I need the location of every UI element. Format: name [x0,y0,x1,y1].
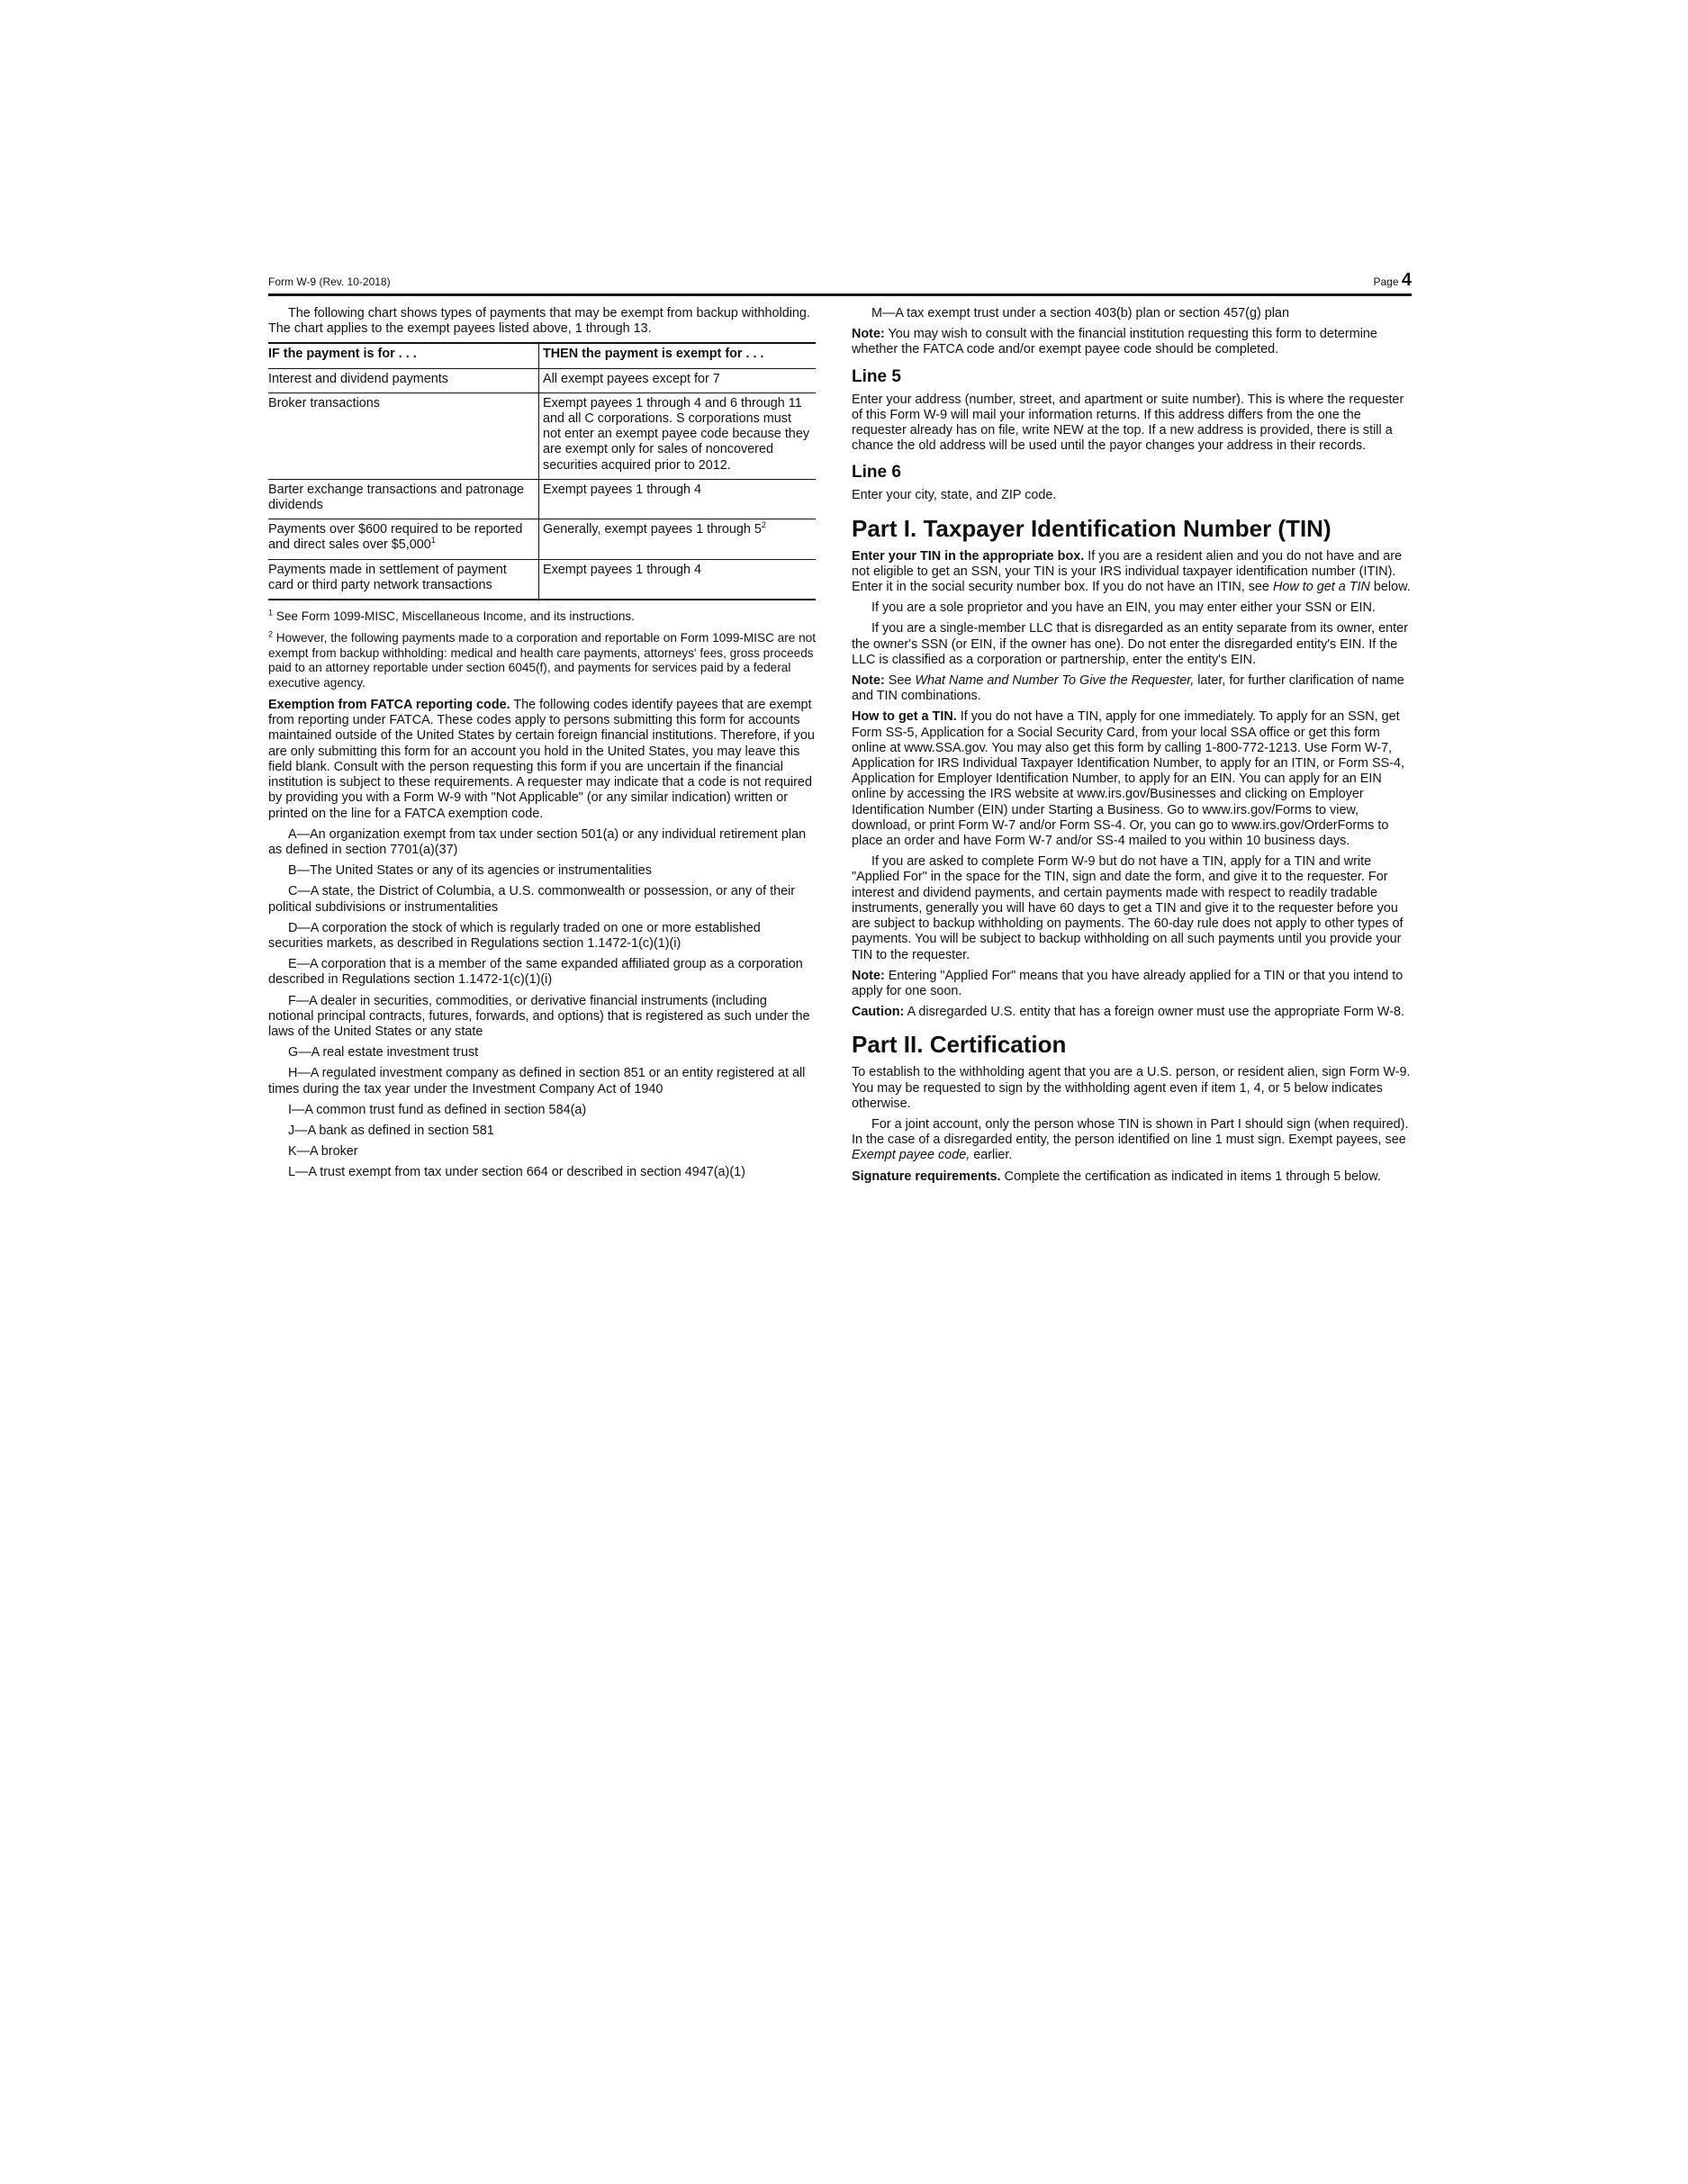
left-column [268,306,816,1187]
note-pre: See [884,673,916,689]
fatca-code-e: E—A corporation that is a member of the same expanded affiliated group as a corporation described in Regulations section 1.1472-1(c)(1)(i) [268,957,803,988]
certification-intro: To establish to the withholding agent that you are a U.S. person, or resident alien, sign Form W-9. You may be requested to sign by the withholding agent even if item 1, 4, or 5 below indicates otherwise. [852,1065,1411,1111]
chart-payment-text: Payments made in settlement of payment card or third party network transactions [268,562,507,592]
note-lead: Note: [852,673,885,689]
fatca-code-b: B—The United States or any of its agencies or instrumentalities [288,863,652,879]
caution-text: A disregarded U.S. entity that has a foreign owner must use the appropriate Form W-8. [904,1005,1405,1020]
line6-heading: Line 6 [852,463,901,483]
line5-heading: Line 5 [852,366,901,386]
chart-payment-text: Payments over $600 required to be reported and direct sales over $5,000 [268,522,523,553]
fatca-code-l: L—A trust exempt from tax under section 664 or described in section 4947(a)(1) [288,1165,745,1180]
howto-lead: How to get a TIN. [852,709,957,725]
fatca-code-f: F—A dealer in securities, commodities, or derivative financial instruments (including notional principal contracts, futures, forwards, and options) that is registered as such under the laws of the United States or any state [268,993,810,1039]
tin-tail: below. [1369,580,1411,595]
fatca-code-j: J—A bank as defined in section 581 [288,1123,494,1138]
footnote-1-text: See Form 1099-MISC, Miscellaneous Income, and its instructions. [275,609,635,624]
table-row [268,368,816,393]
fatca-lead: Exemption from FATCA reporting code. [268,698,510,713]
joint-reference: Exempt payee code, [852,1148,970,1163]
line6-text: Enter your city, state, and ZIP code. [852,488,1057,503]
table-row [268,559,816,600]
chart-payment-cell [268,368,539,393]
note-reference: What Name and Number To Give the Requester, [915,673,1195,689]
chart-exempt-text: Exempt payees 1 through 4 [543,562,701,577]
note-lead: Note: [852,968,885,983]
note-applied-for [852,969,1412,999]
page-number [1374,270,1413,291]
chart-payment-cell [268,519,539,559]
note-text: You may wish to consult with the financial institution requesting this form to determine whether the FATCA code and/or exempt payee code should be completed. [852,327,1377,357]
part2-heading: Part II. Certification [852,1031,1067,1059]
note-text: later, for further clarification of name and TIN combinations. [852,673,1404,704]
line5-text: Enter your address (number, street, and apartment or suite number). This is where the requester of this Form W-9 will mail your information returns. If this address differs from the one the requester already has on file, write NEW at the top. If a new address is provided, there is still a chance the old address will be used until the payor changes your address in their records. [852,392,1404,454]
how-to-get-tin [852,709,1412,849]
chart-header-exempt: THEN the payment is exempt for . . . [539,343,817,368]
chart-exempt-text: Generally, exempt payees 1 through 5 [543,522,762,537]
note-text: Entering "Applied For" means that you have already applied for a TIN or that you intend to apply for one soon. [852,968,1404,998]
footnote-2-mark: 2 [268,629,274,639]
joint-tail: earlier. [970,1148,1013,1163]
signature-text: Complete the certification as indicated in items 1 through 5 below. [1000,1169,1381,1184]
footnotes [268,609,816,690]
chart-payment-cell [268,393,539,479]
llc-text: If you are a single-member LLC that is disregarded as an entity separate from its owner, enter the owner's SSN (or EIN, if the owner has one). Do not enter the disregarded entity's EIN. If the LLC is classified as a corporation or partnership, enter the entity's EIN. [852,621,1408,667]
tin-lead: Enter your TIN in the appropriate box. [852,548,1085,564]
chart-payment-text: Broker transactions [268,395,380,411]
chart-header-payment: IF the payment is for . . . [268,343,539,368]
sole-proprietor-text: If you are a sole proprietor and you have an EIN, you may enter either your SSN or EIN. [871,600,1376,616]
chart-payment-text: Barter exchange transactions and patronage dividends [268,482,525,513]
chart-exempt-cell [539,559,817,600]
exemption-chart [268,342,816,600]
chart-exempt-text: Exempt payees 1 through 4 [543,482,701,497]
footnote-1 [268,609,816,624]
tin-text: If you are a resident alien and you do not have and are not eligible to get an SSN, your TIN is your IRS individual taxpayer identification number (ITIN). Enter it in the social security number box. If you do not have an ITIN, see [852,548,1403,595]
footnote-ref-2: 2 [761,520,766,530]
table-row [268,393,816,479]
chart-payment-cell [268,559,539,600]
chart-exempt-cell [539,393,817,479]
tin-reference: How to get a TIN [1272,580,1370,595]
chart-exempt-cell [539,368,817,393]
fatca-code-c: C—A state, the District of Columbia, a U.S. commonwealth or possession, or any of their political subdivisions or instrumentalities [268,884,796,915]
note-lead: Note: [852,327,885,342]
chart-exempt-cell [539,519,817,559]
chart-exempt-text: All exempt payees except for 7 [543,371,720,386]
fatca-text: The following codes identify payees that are exempt from reporting under FATCA. These codes apply to persons submitting this form for accounts maintained outside of the United States by certain foreign financial institutions. Therefore, if you are only submitting this form for an account you hold in the United States, you may leave this field blank. Consult with the person requesting this form if you are uncertain if the financial institution is subject to these requirements. A requester may indicate that a code is not required by providing you with a Form W-9 with "Not Applicable" (or any similar indication) written or printed on the line for a FATCA exemption code. [268,698,815,821]
fatca-code-i: I—A common trust fund as defined in section 584(a) [288,1102,587,1117]
joint-text: For a joint account, only the person whose TIN is shown in Part I should sign (when required). In the case of a disregarded entity, the person identified on line 1 must sign. Exempt payees, see [852,1116,1409,1148]
signature-lead: Signature requirements. [852,1169,1001,1184]
table-row [268,479,816,519]
caution-lead: Caution: [852,1005,905,1020]
caution-paragraph [852,1005,1412,1020]
chart-exempt-text: Exempt payees 1 through 4 and 6 through 11 and all C corporations. S corporations must not enter an exempt payee code because they are exempt only for sales of noncovered securities acquired prior to 2012. [543,395,810,473]
note-fatca [852,327,1412,357]
tin-paragraph [852,549,1412,596]
chart-payment-text: Interest and dividend payments [268,371,448,386]
chart-header-row [268,343,816,368]
fatca-code-m: M—A tax exempt trust under a section 403(b) plan or section 457(g) plan [871,306,1289,320]
note-name-number [852,673,1412,704]
fatca-paragraph [268,698,816,822]
chart-intro: The following chart shows types of payments that may be exempt from backup withholding. The chart applies to the exempt payees listed above, 1 through 13. [268,306,810,337]
chart-exempt-cell [539,479,817,519]
fatca-code-h: H—A regulated investment company as defined in section 851 or an entity registered at all times during the tax year under the Investment Company Act of 1940 [268,1066,806,1097]
footnote-1-mark: 1 [268,608,274,618]
howto-text: If you do not have a TIN, apply for one immediately. To apply for an SSN, get Form SS-5, Application for a Social Security Card, from your local SSA office or get this form online at www.SSA.gov. You may also get this form by calling 1-800-772-1213. Use Form W-7, Application for IRS Individual Taxpayer Identification Number, to apply for an ITIN, or Form SS-4, Application for Employer Identification Number, to apply for an EIN. You can apply for an EIN online by accessing the IRS website at www.irs.gov/Businesses and clicking on Employer Identification Number (EIN) under Starting a Business. Go to www.irs.gov/Forms to view, download, or print Form W-7 and/or Form SS-4. Or, you can go to www.irs.gov/OrderForms to place an order and have Form W-7 and/or SS-4 mailed to you within 10 business days. [852,709,1405,849]
footnote-ref-1: 1 [430,536,436,546]
applied-for-text: If you are asked to complete Form W-9 but do not have a TIN, apply for a TIN and write "Applied For" in the space for the TIN, sign and date the form, and give it to the requester. For interest and dividend payments, and certain payments made with respect to readily tradable instruments, generally you will have 60 days to get a TIN and give it to the requester before you are subject to backup withholding on payments. The 60-day rule does not apply to other types of payments. You will be subject to backup withholding on all such payments until you provide your TIN to the requester. [852,854,1404,962]
fatca-code-k: K—A broker [288,1144,358,1160]
page-number-value: 4 [1401,270,1412,290]
form-identifier: Form W-9 (Rev. 10-2018) [268,275,391,288]
table-row [268,519,816,559]
footnote-2 [268,631,816,690]
joint-account-text [852,1117,1412,1164]
fatca-code-a: A—An organization exempt from tax under section 501(a) or any individual retirement plan as defined in section 7701(a)(37) [268,826,807,857]
right-column [852,306,1412,1190]
fatca-code-g: G—A real estate investment trust [288,1045,479,1060]
fatca-code-d: D—A corporation the stock of which is regularly traded on one or more established securities markets, as described in Regulations section 1.1472-1(c)(1)(i) [268,920,761,951]
part1-heading: Part I. Taxpayer Identification Number (TIN) [852,514,1331,542]
chart-payment-cell [268,479,539,519]
page-word: Page [1373,275,1399,288]
page-header [268,268,1412,296]
footnote-2-text: However, the following payments made to a corporation and reportable on Form 1099-MISC are not exempt from backup withholding: medical and health care payments, attorneys' fees, gross proceeds paid to an attorney reportable under section 6045(f), and payments for services paid by a federal executive agency. [268,631,816,690]
signature-requirements [852,1169,1412,1185]
form-page [268,268,1412,1727]
